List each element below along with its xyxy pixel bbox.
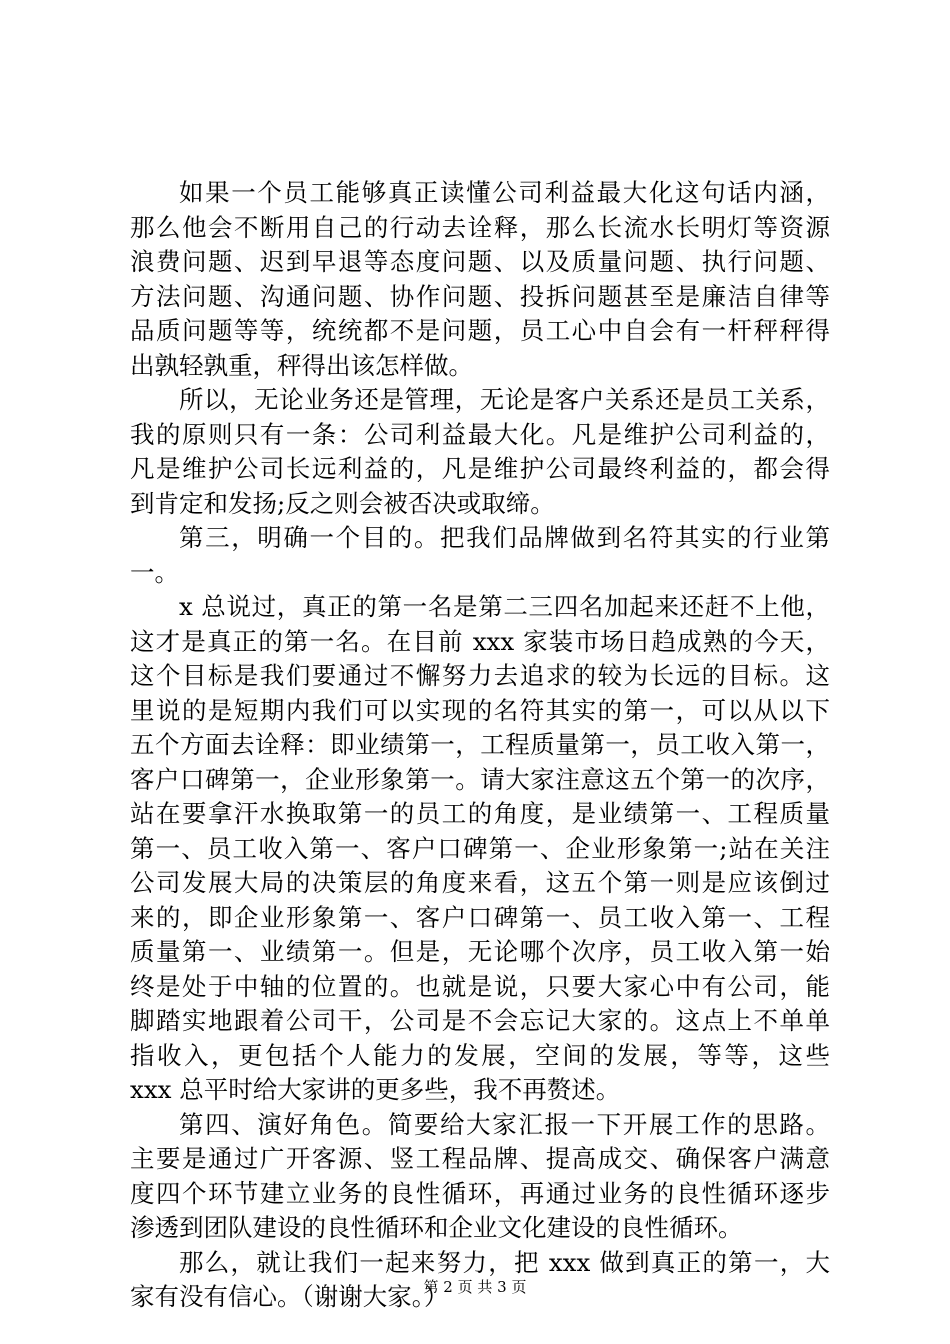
paragraph-line: 所以，无论业务还是管理，无论是客户关系还是员工关系， [179, 385, 830, 414]
paragraph-line: 方法问题、沟通问题、协作问题、投拆问题甚至是廉洁自律等 [130, 281, 830, 311]
paragraph-line: 第一、员工收入第一、客户口碑第一、企业形象第一;站在关注 [130, 833, 830, 863]
paragraph-line: 脚踏实地跟着公司干，公司是不会忘记大家的。这点上不单单 [130, 1006, 830, 1035]
paragraph-line: x 总说过，真正的第一名是第二三四名加起来还赶不上他， [179, 592, 830, 621]
paragraph-line: 站在要拿汗水换取第一的员工的角度，是业绩第一、工程质量 [130, 799, 830, 828]
paragraph-line: 浪费问题、迟到早退等态度问题、以及质量问题、执行问题、 [130, 247, 830, 276]
paragraph-line: 一。 [130, 557, 179, 587]
paragraph-line: 那么他会不断用自己的行动去诠释，那么长流水长明灯等资源 [130, 212, 830, 242]
paragraph-line: 渗透到团队建设的良性循环和企业文化建设的良性循环。 [130, 1213, 743, 1242]
paragraph-line: 我的原则只有一条：公司利益最大化。凡是维护公司利益的， [130, 419, 830, 449]
document-body [130, 176, 830, 1315]
paragraph-line: 客户口碑第一，企业形象第一。请大家注意这五个第一的次序， [130, 764, 830, 794]
paragraph-line: 质量第一、业绩第一。但是，无论哪个次序，员工收入第一始 [130, 937, 830, 966]
paragraph-line: 那么，就让我们一起来努力，把 xxx 做到真正的第一，大 [179, 1247, 830, 1277]
paragraph-line: 如果一个员工能够真正读懂公司利益最大化这句话内涵， [179, 178, 830, 207]
paragraph-line: 指收入，更包括个人能力的发展，空间的发展，等等，这些 [130, 1040, 830, 1070]
paragraph-line: xxx 总平时给大家讲的更多些，我不再赘述。 [130, 1075, 621, 1104]
page-number-footer: 第 2 页 共 3 页 [423, 1278, 527, 1296]
paragraph-line: 第三，明确一个目的。把我们品牌做到名符其实的行业第 [179, 523, 830, 552]
paragraph-line: 终是处于中轴的位置的。也就是说，只要大家心中有公司，能 [130, 971, 830, 1001]
paragraph-line: 五个方面去诠释：即业绩第一，工程质量第一，员工收入第一， [130, 730, 830, 759]
paragraph-line: 里说的是短期内我们可以实现的名符其实的第一，可以从以下 [130, 695, 830, 725]
paragraph-line: 度四个环节建立业务的良性循环，再通过业务的良性循环逐步 [130, 1178, 830, 1208]
paragraph-line: 来的，即企业形象第一、客户口碑第一、员工收入第一、工程 [130, 902, 830, 932]
paragraph-line: 第四、演好角色。简要给大家汇报一下开展工作的思路。 [179, 1109, 830, 1139]
paragraph-line: 品质问题等等，统统都不是问题，员工心中自会有一杆秤秤得 [130, 316, 830, 345]
paragraph-line: 主要是通过广开客源、竖工程品牌、提高成交、确保客户满意 [130, 1144, 830, 1173]
paragraph-line: 这个目标是我们要通过不懈努力去追求的较为长远的目标。这 [130, 661, 830, 690]
paragraph-line: 凡是维护公司长远利益的，凡是维护公司最终利益的，都会得 [130, 454, 830, 483]
paragraph-line: 公司发展大局的决策层的角度来看，这五个第一则是应该倒过 [130, 868, 830, 897]
paragraph-line: 家有没有信心。（谢谢大家。） [130, 1282, 449, 1311]
paragraph-line: 出孰轻孰重，秤得出该怎样做。 [130, 350, 473, 380]
paragraph-line: 这才是真正的第一名。在目前 xxx 家装市场日趋成熟的今天， [130, 626, 830, 656]
paragraph-line: 到肯定和发扬;反之则会被否决或取缔。 [130, 488, 555, 518]
